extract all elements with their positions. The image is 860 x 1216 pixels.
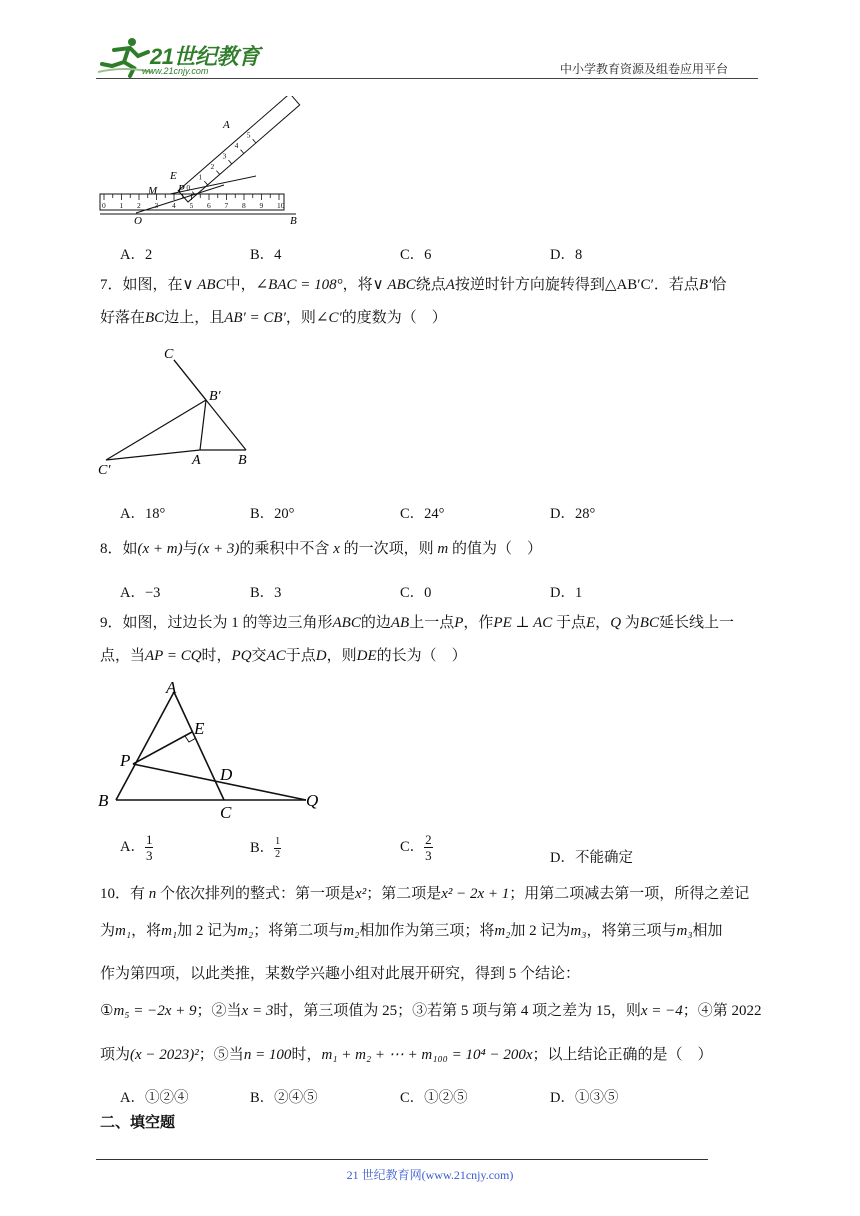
q6-option-c[interactable]: C．6: [400, 247, 432, 263]
q8-stem: 8．如(x + m)与(x + 3)的乘积中不含 x 的一次项，则 m 的值为（ ）: [100, 541, 542, 557]
label-a: A: [223, 119, 230, 131]
q8-option-d[interactable]: D．1: [550, 585, 583, 601]
slant-number: 2: [210, 162, 215, 172]
q7-label-b: B: [238, 453, 247, 468]
slant-number: 1: [198, 172, 203, 182]
q10-stem-line5: 项为(x − 2023)²；⑤当n = 100时，m₁ + m₂ + ⋯ + m₁₀₀ = 10⁴ − 200x；以上结论正确的是（ ）: [100, 1047, 713, 1063]
q9-label-d: D: [220, 765, 233, 784]
label-m: M: [148, 185, 158, 197]
q9-label-c: C: [220, 803, 232, 822]
slant-tick: [241, 150, 244, 154]
q9-label-e: E: [194, 719, 205, 738]
ruler-figure: [96, 96, 306, 226]
slant-tick: [204, 181, 207, 185]
label-p: P: [178, 183, 185, 195]
q7-label-cprime: C′: [98, 463, 111, 478]
ruler-number: 1: [119, 201, 124, 210]
site-title: 中小学教育资源及组卷应用平台: [560, 62, 729, 76]
q7-label-bprime: B′: [209, 389, 221, 404]
q10-stem-line1: 10．有 n 个依次排列的整式：第一项是x²；第二项是x² − 2x + 1；用第二项减去第一项，所得之差记: [100, 886, 750, 902]
q8-option-b[interactable]: B．3: [250, 585, 282, 601]
q9-label-p: P: [120, 751, 131, 770]
q7-label-c: C: [164, 347, 174, 362]
q7-option-b[interactable]: B．20°: [250, 506, 295, 522]
ruler-number: 7: [224, 201, 229, 210]
slant-tick: [216, 171, 219, 175]
q9-option-b[interactable]: B． $\frac{1}{2}$: [250, 836, 281, 861]
ruler-number: 3: [154, 201, 159, 210]
q7-label-a: A: [192, 453, 201, 468]
q7-option-c[interactable]: C．24°: [400, 506, 445, 522]
q10-stem-line2: 为m₁，将m₁加 2 记为m₂；将第二项与m₂相加作为第三项；将m₂加 2 记为m₃，将第三项与m₃相加: [100, 923, 723, 939]
q7-figure: [96, 340, 266, 480]
q7-option-a[interactable]: A．18°: [120, 506, 166, 522]
q9-figure: [96, 676, 336, 824]
ruler-number: 0: [102, 201, 106, 210]
header-divider: [96, 78, 758, 79]
q7-option-d[interactable]: D．28°: [550, 506, 596, 522]
slant-number: 4: [234, 141, 239, 151]
ruler-number: 10: [277, 201, 285, 210]
slant-tick: [253, 139, 256, 143]
q9-option-d[interactable]: D．不能确定: [550, 850, 633, 866]
ruler-number: 4: [172, 201, 176, 210]
slant-number: 3: [222, 151, 227, 161]
q10-stem-line4: ①m₅ = −2x + 9；②当x = 3时，第三项值为 25；③若第 5 项与第 4 项之差为 15，则x = −4；④第 2022: [100, 1003, 762, 1019]
q10-option-a[interactable]: A．①②④: [120, 1090, 189, 1106]
q9-stem-line2: 点，当AP = CQ时，PQ交AC于点D，则DE的长为（ ）: [100, 648, 467, 664]
q8-option-a[interactable]: A．−3: [120, 585, 161, 601]
ruler-number: 6: [207, 201, 211, 210]
q6-option-b[interactable]: B．4: [250, 247, 282, 263]
q7-stem-line2: 好落在BC边上，且AB′ = CB′，则∠C′的度数为（ ）: [100, 310, 447, 326]
q10-stem-line3: 作为第四项，以此类推，某数学兴趣小组对此展开研究，得到 5 个结论：: [100, 966, 581, 982]
q9-option-c[interactable]: C． $\frac{2}{3}$: [400, 832, 432, 863]
q9-label-a: A: [166, 678, 177, 697]
q6-option-d[interactable]: D．8: [550, 247, 583, 263]
q10-option-d[interactable]: D．①③⑤: [550, 1090, 619, 1106]
q10-option-b[interactable]: B．②④⑤: [250, 1090, 318, 1106]
label-o: O: [134, 215, 142, 226]
q8-option-c[interactable]: C．0: [400, 585, 432, 601]
label-e: E: [170, 170, 177, 182]
section-heading-fill-blank: 二、填空题: [100, 1115, 176, 1131]
slant-tick: [228, 160, 231, 164]
q9-option-a[interactable]: A． $\frac{1}{3}$: [120, 832, 153, 863]
slant-number: 0: [186, 183, 191, 193]
footer-text[interactable]: 21 世纪教育网(www.21cnjy.com): [346, 1168, 514, 1182]
q10-option-c[interactable]: C．①②⑤: [400, 1090, 468, 1106]
slant-number: 5: [246, 130, 251, 140]
q6-option-a[interactable]: A．2: [120, 247, 153, 263]
ruler-number: 5: [189, 201, 194, 210]
logo-name: 21世纪教育: [150, 44, 260, 69]
label-b: B: [290, 215, 297, 226]
ruler-number: 8: [242, 201, 246, 210]
ruler-number: 9: [259, 201, 264, 210]
slanted-ruler: [178, 96, 300, 202]
q9-label-q: Q: [306, 791, 319, 810]
q9-label-b: B: [98, 791, 109, 810]
ruler-number: 2: [137, 201, 141, 210]
q7-stem-line1: 7．如图，在∨ ABC中，∠BAC = 108°，将∨ ABC绕点A按逆时针方向旋转得到△AB′C′．若点B′恰: [100, 277, 727, 293]
footer-divider: [96, 1159, 708, 1160]
logo-url: www.21cnjy.com: [142, 66, 209, 76]
q9-stem-line1: 9．如图，过边长为 1 的等边三角形ABC的边AB上一点P，作PE ⊥ AC 于点E，Q 为BC延长线上一: [100, 615, 734, 631]
